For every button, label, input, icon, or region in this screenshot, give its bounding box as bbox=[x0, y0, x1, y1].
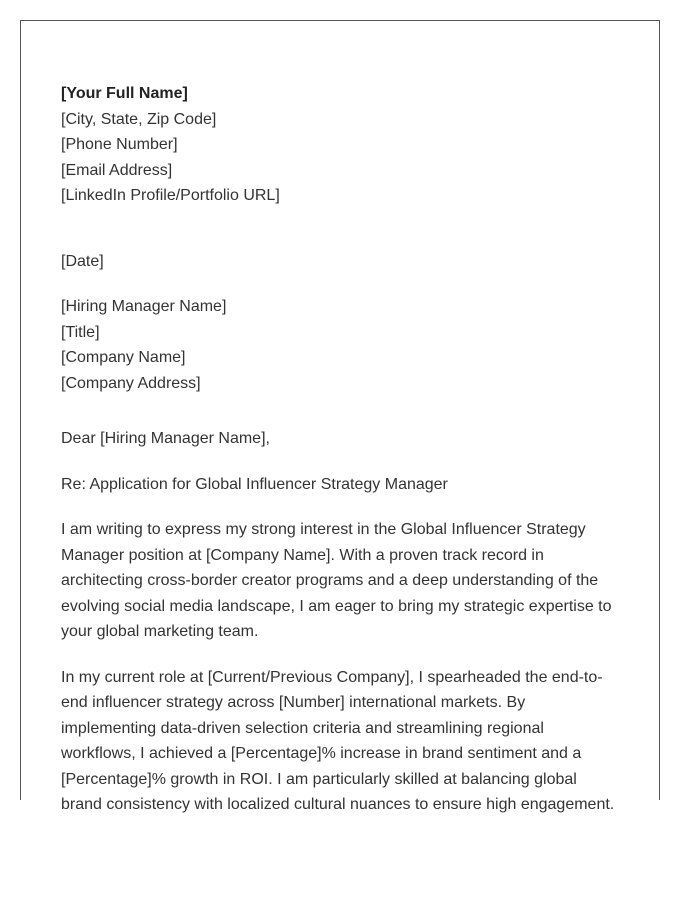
spacer bbox=[61, 396, 621, 426]
sender-location: [City, State, Zip Code] bbox=[61, 110, 217, 128]
sender-name: [Your Full Name] bbox=[61, 85, 188, 102]
letter-body bbox=[61, 81, 621, 838]
spacer bbox=[61, 274, 621, 294]
spacer bbox=[61, 209, 621, 249]
spacer bbox=[61, 452, 621, 472]
sender-email: [Email Address] bbox=[61, 161, 173, 179]
sender-phone: [Phone Number] bbox=[61, 136, 178, 153]
subject-line: Re: Application for Global Influencer Strategy Manager bbox=[61, 475, 448, 493]
recipient-company: [Company Name] bbox=[61, 349, 186, 366]
document-page bbox=[20, 20, 660, 813]
recipient-address: [Company Address] bbox=[61, 374, 201, 392]
spacer bbox=[61, 497, 621, 517]
salutation: Dear [Hiring Manager Name], bbox=[61, 430, 270, 447]
recipient-title: [Title] bbox=[61, 323, 100, 341]
body-paragraph-2: In my current role at [Current/Previous Company], I spearheaded the end-to-end influencer strategy across [Number] international markets. By implementing data-driven selection criteria and streamlining regional workflows, I achieved a [Percentage]% increase in brand sentiment and a [Percentage]% growth in ROI. I am particularly skilled at balancing global brand consistency with localized cultural nuances to ensure high engagement. bbox=[61, 668, 615, 813]
body-paragraph-1: I am writing to express my strong interest in the Global Influencer Strategy Manager position at [Company Name]. With a proven track record in architecting cross-border creator programs and a deep understanding of the evolving social media landscape, I am eager to bring my strategic expertise to your global marketing team. bbox=[61, 521, 612, 640]
sender-linkedin: [LinkedIn Profile/Portfolio URL] bbox=[61, 187, 280, 204]
recipient-name: [Hiring Manager Name] bbox=[61, 298, 227, 315]
letter-date: [Date] bbox=[61, 252, 104, 270]
